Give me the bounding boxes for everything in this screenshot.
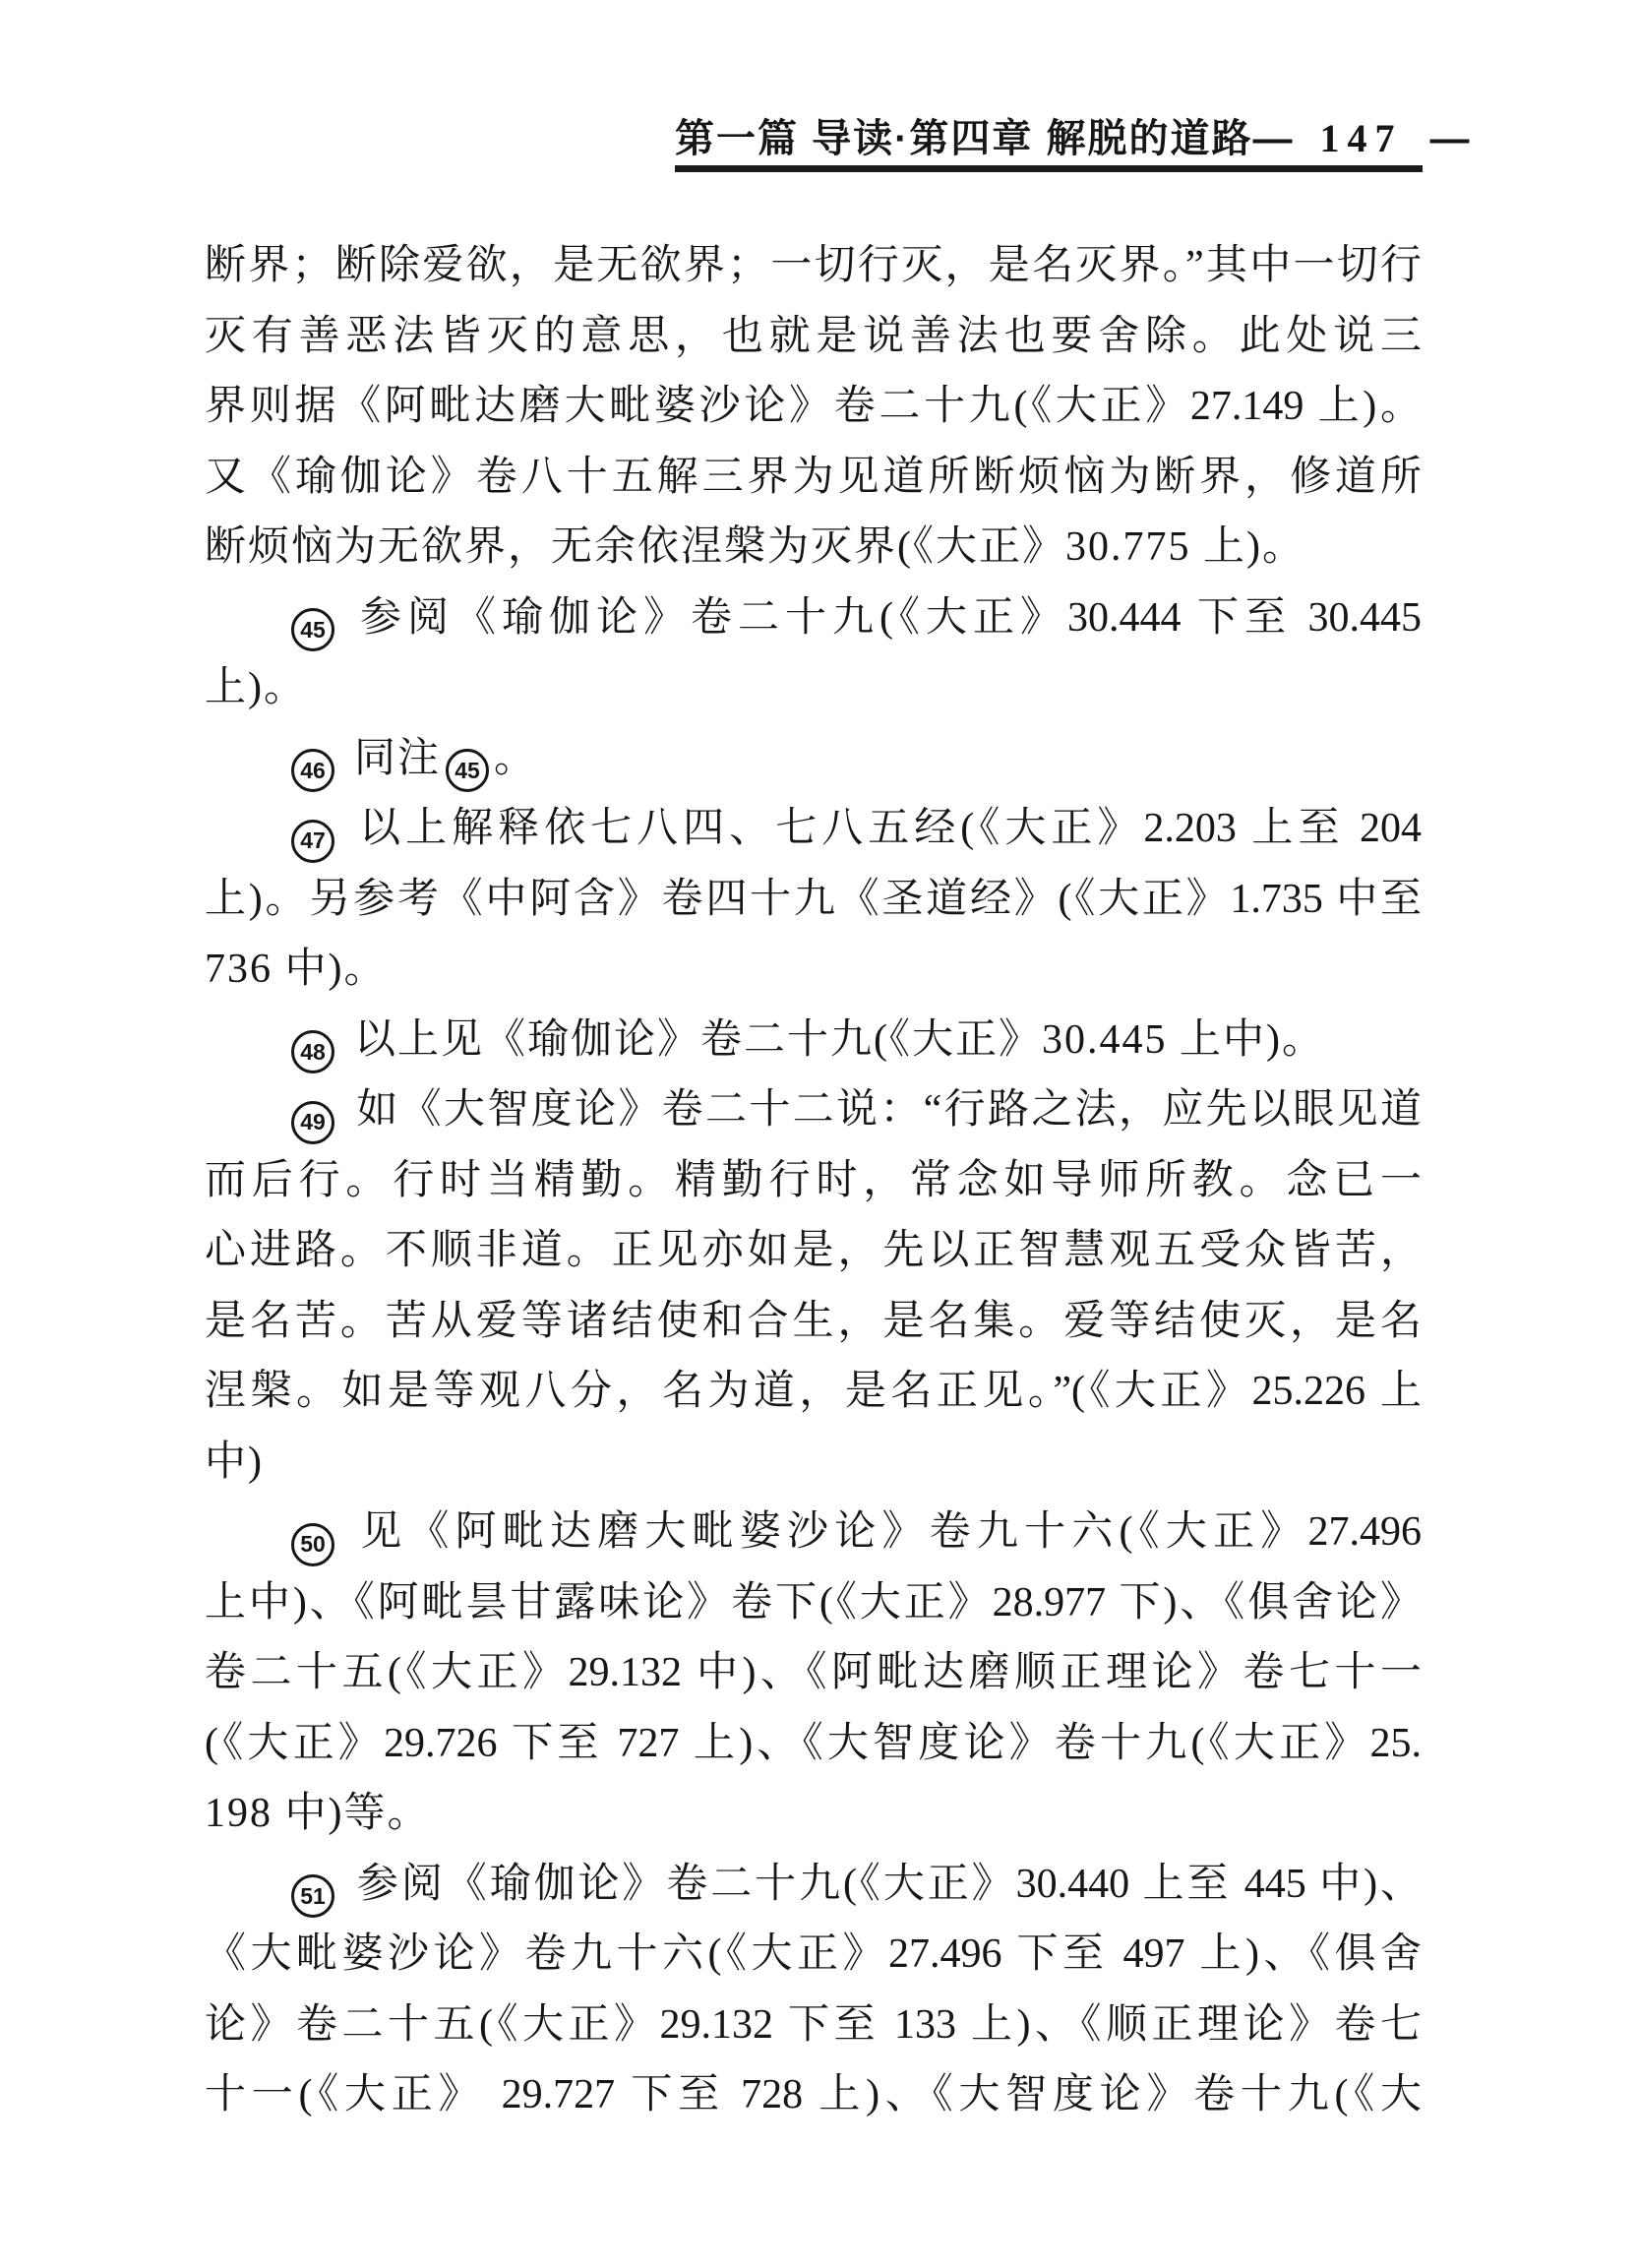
text-run: 十一(《大正》 29.727 下至 728 上)、《大智度论》卷十九(《大 [205,2072,1422,2117]
footnote-number-badge: 48 [291,1030,334,1073]
text-line [205,794,1422,865]
page-number-group [1253,114,1470,163]
text-line [205,443,1422,514]
text-line [205,2060,1422,2131]
text-line [205,1075,1422,1146]
footnote-number-badge: 49 [291,1101,334,1144]
text-line [205,1216,1422,1287]
text-line [205,1779,1422,1850]
text-run: 论》卷二十五(《大正》29.132 下至 133 上)、《顺正理论》卷七 [205,2001,1422,2048]
text-run: 《大毗婆沙论》卷九十六(《大正》27.496 下至 497 上)、《俱舍 [205,1931,1422,1977]
text-line [205,865,1422,936]
text-line [205,372,1422,443]
text-line [205,653,1422,724]
text-run: 断烦恼为无欲界，无余依涅槃为灭界(《大正》30.775 上)。 [205,524,1305,570]
text-line [205,1428,1422,1499]
text-run: (《大正》29.726 下至 727 上)、《大智度论》卷十九(《大正》25. [205,1720,1422,1766]
text-run: 参阅《瑜伽论》卷二十九(《大正》30.444 下至 30.445 [354,594,1422,641]
text-line [205,1357,1422,1428]
text-run: 是名苦。苦从爱等诸结使和合生，是名集。爱等结使灭，是名 [205,1298,1422,1344]
text-run: 中) [205,1439,264,1485]
text-run: 界则据《阿毗达磨大毗婆沙论》卷二十九(《大正》27.149 上)。 [205,384,1422,429]
page-number-dash-right: — [1429,117,1470,160]
text-line [205,1920,1422,1991]
text-line [205,935,1422,1006]
text-run: 以上解释依七八四、七八五经(《大正》2.203 上至 204 [354,806,1422,851]
footnote-number-badge: 45 [291,608,334,651]
text-run: 涅槃。如是等观八分，名为道，是名正见。”(《大正》25.226 上 [205,1369,1422,1414]
text-line [205,1850,1422,1921]
page-header [675,114,1470,163]
text-run: 如《大智度论》卷二十二说：“行路之法，应先以眼见道 [354,1087,1422,1133]
footnote-number-badge: 50 [291,1523,334,1566]
text-run: 上)。 [205,665,307,710]
text-line [205,1709,1422,1780]
text-run: 上)。另参考《中阿含》卷四十九《圣道经》(《大正》1.735 中至 [205,876,1422,922]
text-run: 灭有善恶法皆灭的意思，也就是说善法也要舍除。此处说三 [205,313,1422,359]
footnote-number-badge: 46 [291,749,334,792]
page-number-dash-left: — [1252,117,1293,160]
text-line [205,724,1422,795]
text-run: 又《瑜伽论》卷八十五解三界为见道所断烦恼为断界，修道所 [205,454,1422,500]
text-run: 断界；断除爱欲，是无欲界；一切行灭，是名灭界。”其中一切行 [205,243,1422,288]
text-line [205,513,1422,583]
text-run: 198 中)等。 [205,1791,431,1836]
footnote-number-badge: 45 [446,749,489,792]
text-line [205,1146,1422,1217]
text-run: 卷二十五(《大正》29.132 中)、《阿毗达磨顺正理论》卷七十一 [205,1650,1422,1695]
text-line [205,1638,1422,1709]
text-run: 上中)、《阿毗昙甘露味论》卷下(《大正》28.977 下)、《俱舍论》 [205,1579,1422,1625]
page-number: 147 [1319,116,1403,160]
body-text [205,231,1422,2131]
text-run: 736 中)。 [205,947,388,992]
text-line [205,1006,1422,1076]
text-line [205,1498,1422,1568]
text-run: 。 [494,735,538,781]
text-run: 心进路。不顺非道。正见亦如是，先以正智慧观五受众皆苦， [205,1228,1422,1273]
footnote-number-badge: 51 [291,1874,334,1918]
text-line [205,231,1422,302]
header-rule [675,165,1423,172]
text-line [205,1287,1422,1358]
text-line [205,1991,1422,2061]
text-line [205,583,1422,654]
running-header-title: 第一篇 导读·第四章 解脱的道路 [675,117,1253,160]
text-run: 见《阿毗达磨大毗婆沙论》卷九十六(《大正》27.496 [354,1509,1422,1555]
text-run: 而后行。行时当精勤。精勤行时，常念如导师所教。念已一 [205,1157,1422,1203]
text-line [205,1568,1422,1639]
text-run: 参阅《瑜伽论》卷二十九(《大正》30.440 上至 445 中)、 [354,1861,1422,1907]
text-run: 以上见《瑜伽论》卷二十九(《大正》30.445 上中)。 [354,1016,1325,1063]
text-run: 同注 [354,735,442,781]
footnote-number-badge: 47 [291,820,334,863]
text-line [205,302,1422,373]
